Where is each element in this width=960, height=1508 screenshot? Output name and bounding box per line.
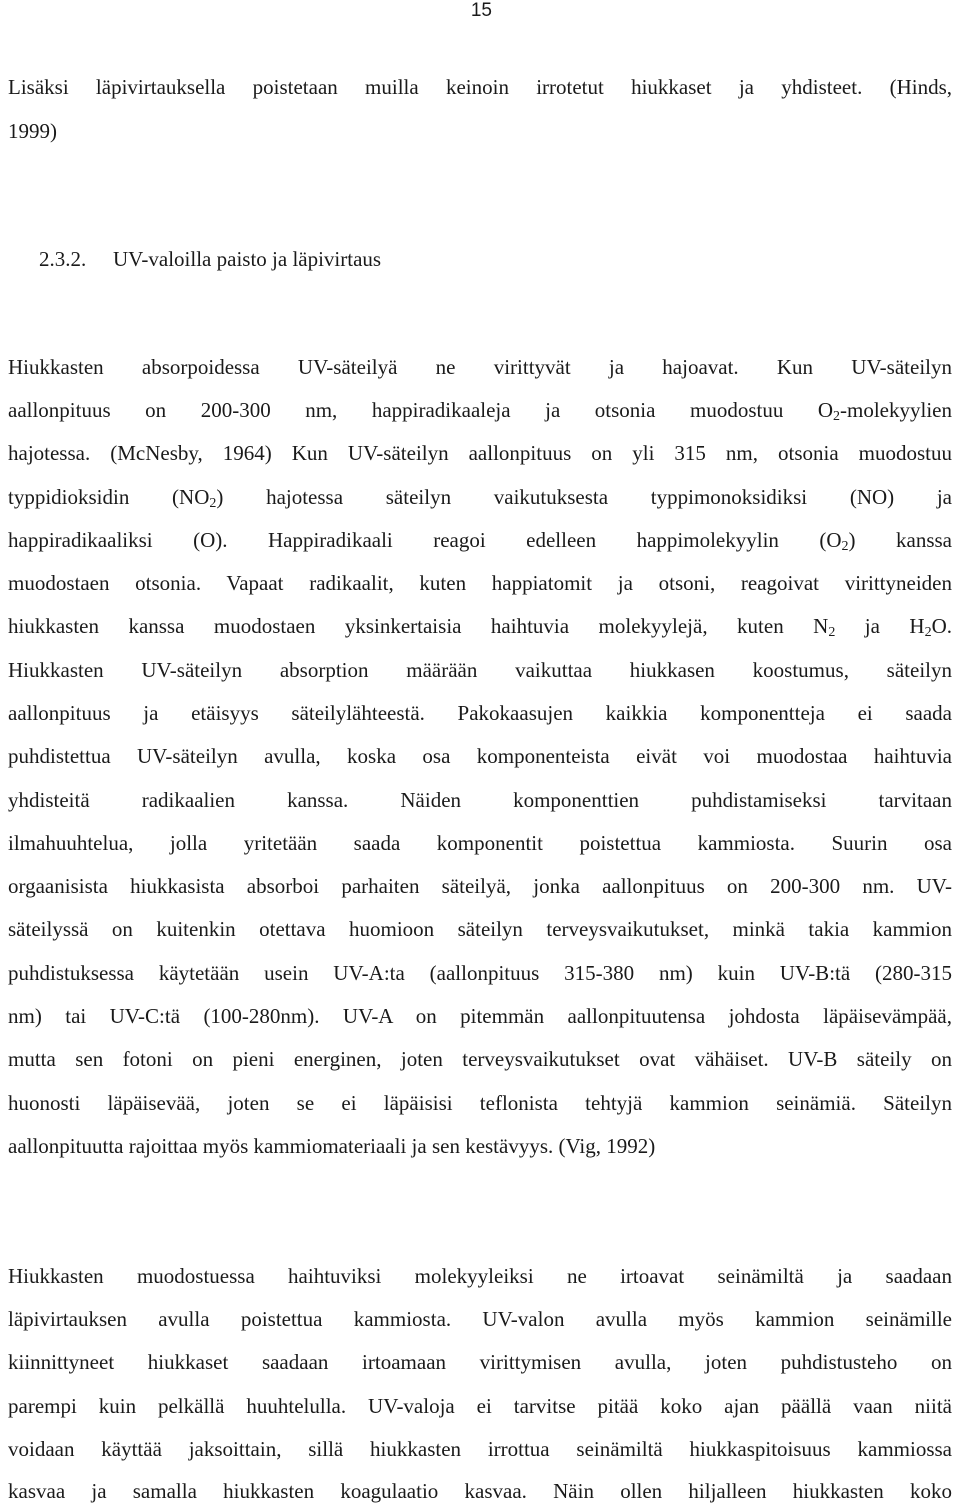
paragraph-line: kiinnittyneet hiukkaset saadaan irtoamaan virittymisen avulla, joten puhdistusteho on: [8, 1350, 952, 1374]
paragraph-line: aallonpituus on 200-300 nm, happiradikaaleja ja otsonia muodostuu $O_2$-molekyylien: [8, 398, 952, 424]
paragraph-line: happiradikaaliksi (O). Happiradikaali reagoi edelleen happimolekyylin $(O_2)$ kanssa: [8, 528, 952, 554]
section-heading: [39, 244, 381, 274]
paragraph-line: hajotessa. (McNesby, 1964) Kun UV-säteilyn aallonpituus on yli 315 nm, otsonia muodostuu: [8, 441, 952, 465]
paragraph-line: läpivirtauksen avulla poistettua kammiosta. UV-valon avulla myös kammion seinämille: [8, 1307, 952, 1331]
paragraph-line: Lisäksi läpivirtauksella poistetaan muilla keinoin irrotetut hiukkaset ja yhdisteet. (Hinds,: [8, 75, 952, 99]
paragraph-line: voidaan käyttää jaksoittain, sillä hiukkasten irrottua seinämiltä hiukkaspitoisuus kammiossa: [8, 1437, 952, 1461]
paragraph-line: ilmahuuhtelua, jolla yritetään saada komponentit poistettua kammiosta. Suurin osa: [8, 831, 952, 855]
paragraph-line: mutta sen fotoni on pieni energinen, joten terveysvaikutukset ovat vähäiset. UV-B säteily on: [8, 1047, 952, 1071]
paragraph-line: puhdistettua UV-säteilyn avulla, koska osa komponenteista eivät voi muodostaa haihtuvia: [8, 744, 952, 768]
paragraph-line: puhdistuksessa käytetään usein UV-A:ta (aallonpituus 315-380 nm) kuin UV-B:tä (280-315: [8, 961, 952, 985]
section-number: 2.3.2.: [39, 247, 87, 271]
paragraph-line: Hiukkasten UV-säteilyn absorption määrään vaikuttaa hiukkasen koostumus, säteilyn: [8, 658, 952, 682]
paragraph-line: typpidioksidin $(NO_2)$ hajotessa säteilyn vaikutuksesta typpimonoksidiksi (NO) ja: [8, 485, 953, 511]
paragraph-line: orgaanisista hiukkasista absorboi parhaiten säteilyä, jonka aallonpituus on 200-300 nm. UV-: [8, 874, 952, 898]
paragraph-line: Hiukkasten absorpoidessa UV-säteilyä ne virittyvät ja hajoavat. Kun UV-säteilyn: [8, 355, 952, 379]
paragraph-line: 1999): [8, 119, 57, 143]
paragraph-line: säteilyssä on kuitenkin otettava huomioon säteilyn terveysvaikutukset, minkä takia kammion: [8, 917, 952, 941]
paragraph-line: aallonpituus ja etäisyys säteilylähteestä. Pakokaasujen kaikkia komponentteja ei saada: [8, 701, 952, 725]
paragraph-line: parempi kuin pelkällä huuhtelulla. UV-valoja ei tarvitse pitää koko ajan päällä vaan niitä: [8, 1394, 952, 1418]
paragraph-line: huonosti läpäisevää, joten se ei läpäisisi teflonista tehtyjä kammion seinämiä. Säteilyn: [8, 1091, 952, 1115]
paragraph-line: yhdisteitä radikaalien kanssa. Näiden komponenttien puhdistamiseksi tarvitaan: [8, 788, 952, 812]
section-title: UV-valoilla paisto ja läpivirtaus: [113, 247, 382, 271]
paragraph-line: Hiukkasten muodostuessa haihtuviksi molekyyleiksi ne irtoavat seinämiltä ja saadaan: [8, 1264, 952, 1288]
paragraph-line: muodostaen otsonia. Vapaat radikaalit, kuten happiatomit ja otsoni, reagoivat virittyneiden: [8, 571, 952, 595]
paragraph-line: hiukkasten kanssa muodostaen yksinkertaisia haihtuvia molekyylejä, kuten $N_2$ ja $H_2O$.: [8, 614, 952, 640]
paragraph-line: kasvaa ja samalla hiukkasten koagulaatio kasvaa. Näin ollen hiljalleen hiukkasten koko: [8, 1479, 952, 1503]
paragraph-line: aallonpituutta rajoittaa myös kammiomateriaali ja sen kestävyys. (Vig, 1992): [8, 1134, 656, 1158]
page-number: 15: [470, 0, 492, 21]
paragraph-line: nm) tai UV-C:tä (100-280nm). UV-A on pitemmän aallonpituutensa johdosta läpäisevämpää,: [8, 1004, 952, 1028]
